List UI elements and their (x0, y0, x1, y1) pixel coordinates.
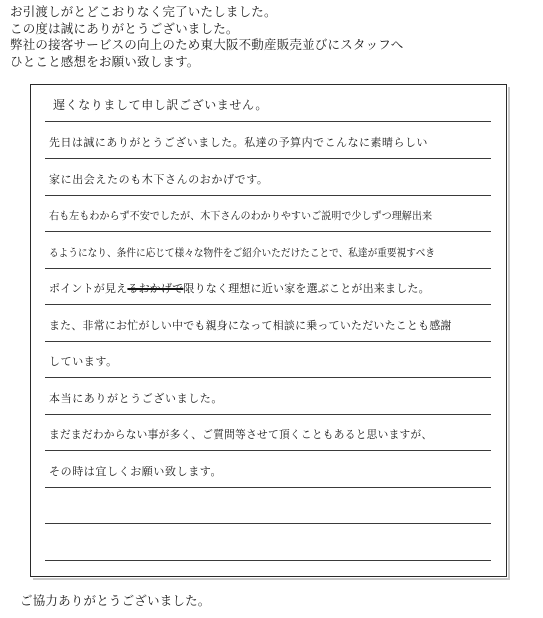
ruled-line (45, 304, 491, 305)
handwritten-line-10: まだまだわからない事が多く、ご質問等させて頂くこともあると思いますが、 (49, 428, 433, 441)
ruled-line (45, 450, 491, 451)
handwritten-line-8: しています。 (49, 355, 118, 368)
printed-header (10, 4, 530, 70)
handwritten-line-9: 本当にありがとうございました。 (49, 392, 223, 405)
printed-footer: ご協力ありがとうございました。 (20, 593, 211, 608)
ruled-line (45, 377, 491, 378)
ruled-line (45, 560, 491, 561)
header-line-4: ひとこと感想をお願い致します。 (10, 53, 200, 69)
handwritten-line-5: るようになり、条件に応じて様々な物件をご紹介いただけたことで、私達が重要視すべき (49, 247, 436, 259)
ruled-line (45, 195, 491, 196)
handwritten-line-11: その時は宜しくお願い致します。 (49, 465, 223, 478)
handwritten-line-6 (49, 282, 430, 296)
comment-card (30, 84, 507, 577)
ruled-line (45, 121, 491, 122)
header-line-3: 弊社の接客サービスの向上のため東大阪不動産販売並びにスタッフへ (10, 37, 404, 52)
line6-before: ポイントが見え (49, 282, 128, 295)
ruled-line (45, 341, 491, 342)
strikethrough-text: るおかげで (127, 282, 184, 295)
ruled-line (45, 158, 491, 159)
ruled-line (45, 268, 491, 269)
handwritten-line-7: また、非常にお忙がしい中でも親身になって相談に乗っていただいたことも感謝 (49, 319, 452, 332)
ruled-line (45, 523, 491, 524)
handwritten-line-4: 右も左もわからず不安でしたが、木下さんのわかりやすいご説明で少しずつ理解出来 (49, 210, 433, 222)
line6-after: 限りなく理想に近い家を選ぶことが出来ました。 (183, 282, 430, 295)
ruled-line (45, 231, 491, 232)
header-line-2: この度は誠にありがとうございました。 (10, 20, 239, 36)
header-line-1: お引渡しがとどこおりなく完了いたしました。 (10, 4, 277, 19)
ruled-line (45, 414, 491, 415)
ruled-line (45, 487, 491, 488)
handwritten-line-2: 先日は誠にありがとうございました。私達の予算内でこんなに素晴らしい (49, 136, 428, 149)
handwritten-line-1: 遅くなりまして申し訳ございません。 (53, 98, 268, 112)
handwritten-line-3: 家に出会えたのも木下さんのおかげです。 (49, 173, 269, 186)
